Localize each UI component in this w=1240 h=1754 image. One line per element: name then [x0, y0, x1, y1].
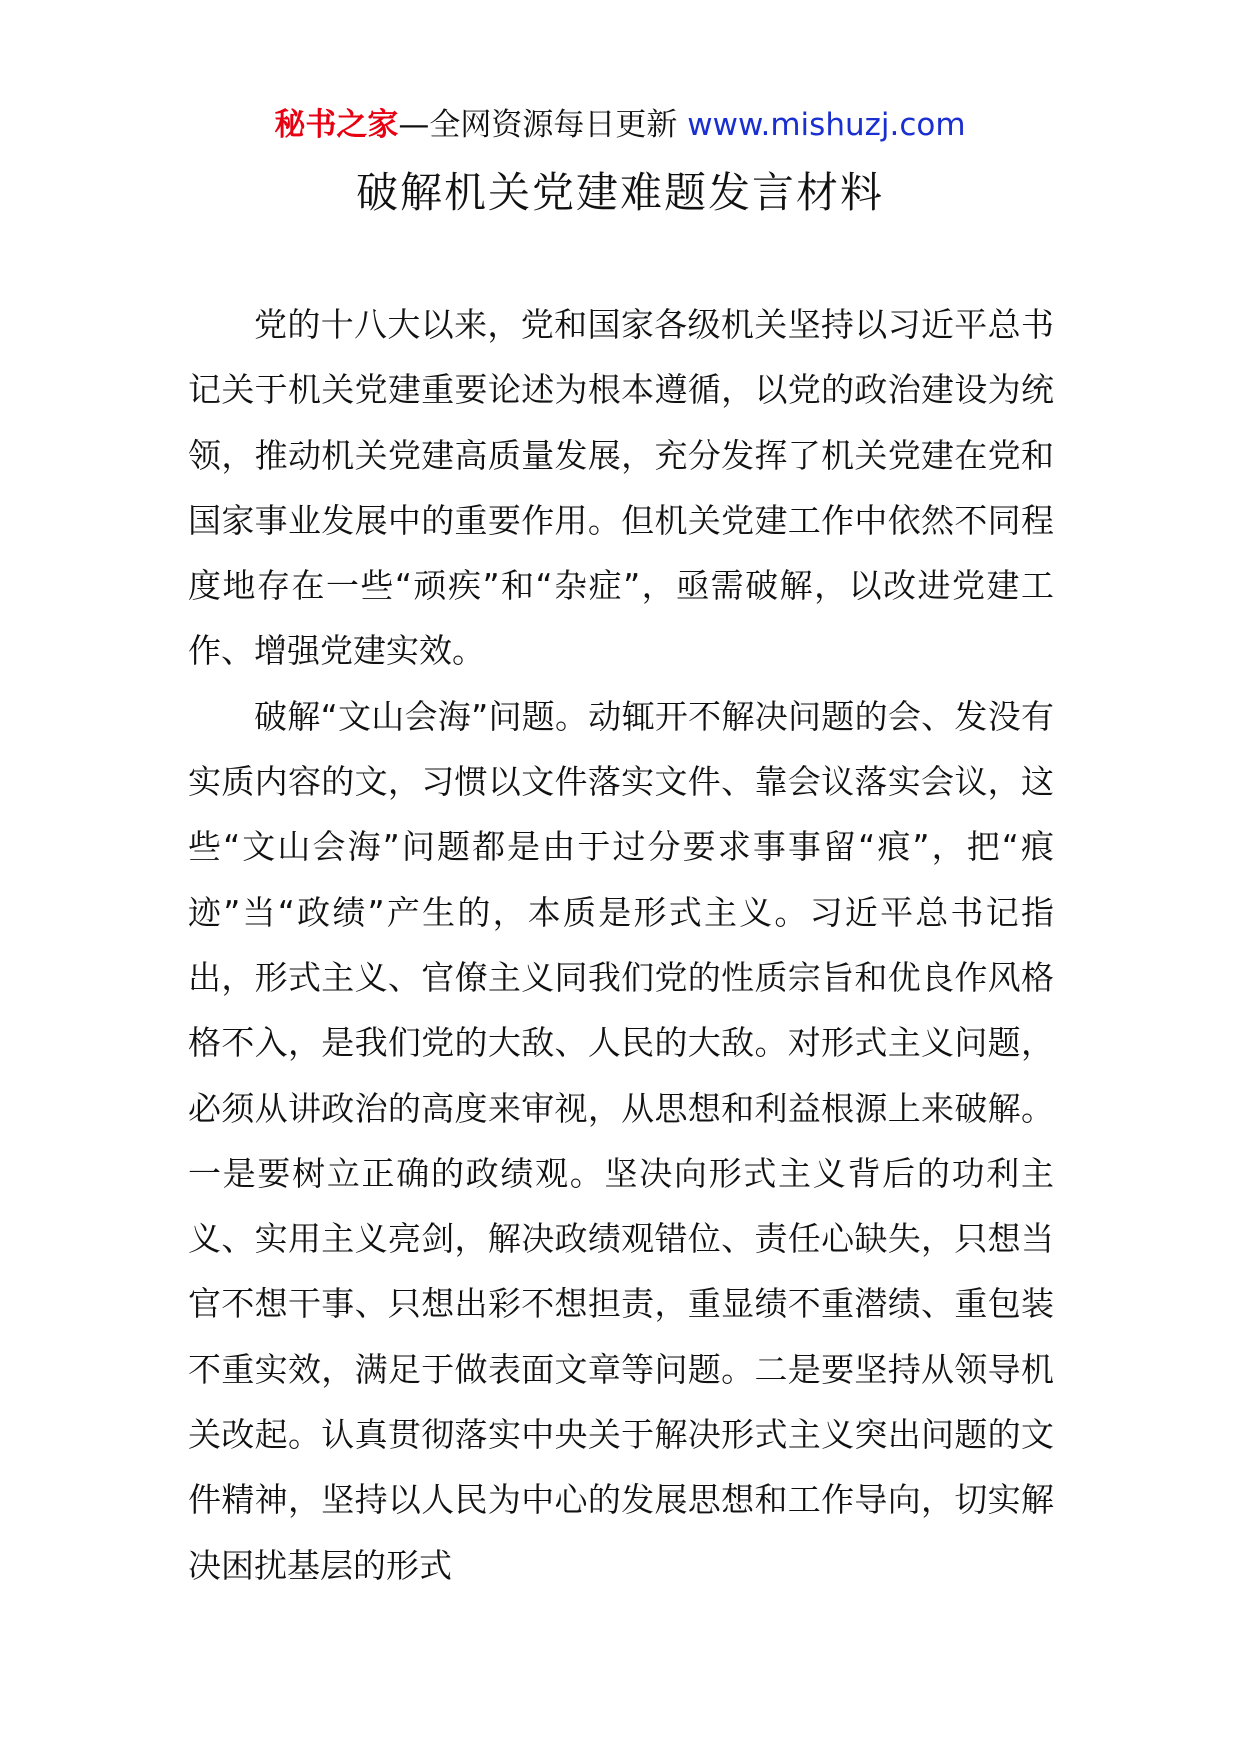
site-brand: 秘书之家 [274, 107, 399, 143]
site-header [0, 100, 1240, 150]
document-title: 破解机关党建难题发言材料 [355, 168, 884, 217]
paragraph-section-1: 破解“文山会海”问题。动辄开不解决问题的会、发没有实质内容的文，习惯以文件落实文件、靠会议落实会议，这些“文山会海”问题都是由于过分要求事事留“痕”，把“痕迹”当“政绩”产生的，本质是形式主义。习近平总书记指出，形式主义、官僚主义同我们党的性质宗旨和优良作风格格不入，是我们党的大敌、人民的大敌。对形式主义问题，必须从讲政治的高度来审视，从思想和利益根源上来破解。一是要树立正确的政绩观。坚决向形式主义背后的功利主义、实用主义亮剑，解决政绩观错位、责任心缺失，只想当官不想干事、只想出彩不想担责，重显绩不重潜绩、重包装不重实效，满足于做表面文章等问题。二是要坚持从领导机关改起。认真贯彻落实中央关于解决形式主义突出问题的文件精神，坚持以人民为中心的发展思想和工作导向，切实解决困扰基层的形式 [188, 696, 1054, 1585]
document-body [188, 292, 1054, 1598]
paragraph-intro: 党的十八大以来，党和国家各级机关坚持以习近平总书记关于机关党建重要论述为根本遵循，以党的政治建设为统领，推动机关党建高质量发展，充分发挥了机关党建在党和国家事业发展中的重要作用。但机关党建工作中依然不同程度地存在一些“顽疾”和“杂症”，亟需破解，以改进党建工作、增强党建实效。 [188, 305, 1054, 671]
site-url: www.mishuzj.com [687, 107, 966, 143]
site-slogan: —全网资源每日更新 [398, 107, 688, 143]
